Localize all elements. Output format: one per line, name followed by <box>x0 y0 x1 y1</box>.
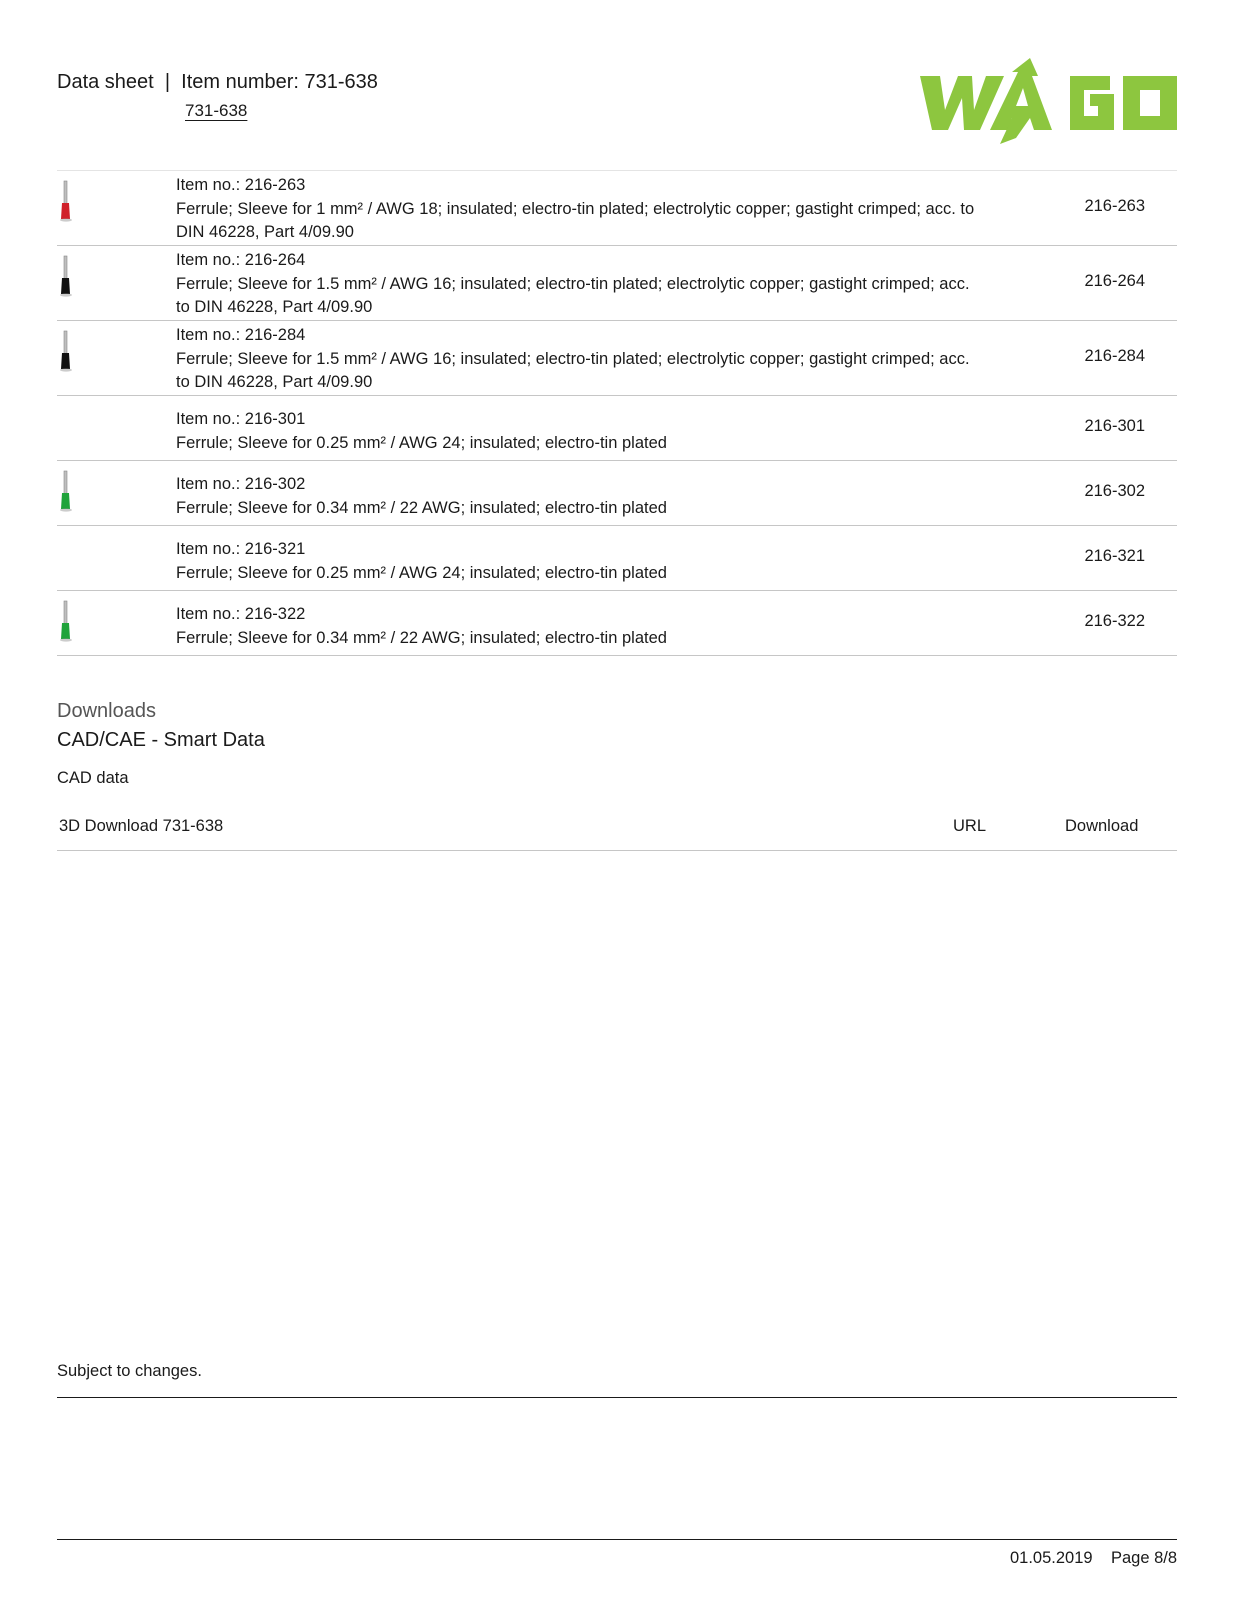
accessory-item-number: Item no.: 216-302 <box>176 475 306 493</box>
accessory-description-block <box>176 249 976 320</box>
cad-cae-subheading: CAD/CAE - Smart Data <box>57 729 265 751</box>
page-title: Data sheet | Item number: 731-638 <box>57 71 378 93</box>
item-number-link[interactable]: 731-638 <box>185 101 248 120</box>
cad-data-label: CAD data <box>57 769 129 787</box>
accessory-code: 216-322 <box>1084 611 1145 630</box>
accessory-code: 216-302 <box>1084 481 1145 500</box>
downloads-heading: Downloads <box>57 700 156 722</box>
accessory-item-number: Item no.: 216-263 <box>176 176 306 194</box>
accessory-code: 216-264 <box>1084 271 1145 290</box>
download-row <box>57 805 1177 851</box>
accessory-description: Ferrule; Sleeve for 0.34 mm² / 22 AWG; insulated; electro-tin plated <box>176 498 667 517</box>
accessory-code: 216-301 <box>1084 416 1145 435</box>
accessory-row <box>57 461 1177 526</box>
accessory-item-number: Item no.: 216-322 <box>176 605 306 623</box>
accessory-description-block <box>176 473 976 520</box>
accessory-row <box>57 591 1177 656</box>
accessory-item-number: Item no.: 216-264 <box>176 251 306 269</box>
wago-logo <box>920 58 1177 146</box>
accessory-code: 216-321 <box>1084 546 1145 565</box>
accessory-code: 216-263 <box>1084 196 1145 215</box>
accessory-item-number: Item no.: 216-301 <box>176 410 306 428</box>
accessory-description: Ferrule; Sleeve for 1.5 mm² / AWG 16; insulated; electro-tin plated; electrolytic copper; gastight crimped; acc. to DIN 46228, Part 4/09.90 <box>176 349 970 391</box>
accessory-code: 216-284 <box>1084 346 1145 365</box>
footer-divider-bottom <box>57 1539 1177 1540</box>
download-item-label: 3D Download 731-638 <box>59 817 224 835</box>
footer-divider <box>57 1397 1177 1398</box>
ferrule-image <box>57 254 87 304</box>
accessory-item-number: Item no.: 216-284 <box>176 326 306 344</box>
accessory-description: Ferrule; Sleeve for 0.25 mm² / AWG 24; insulated; electro-tin plated <box>176 433 667 452</box>
accessory-description-block <box>176 174 976 245</box>
ferrule-image <box>57 179 87 229</box>
accessory-description: Ferrule; Sleeve for 0.34 mm² / 22 AWG; insulated; electro-tin plated <box>176 628 667 647</box>
accessory-row <box>57 396 1177 461</box>
accessory-description: Ferrule; Sleeve for 1 mm² / AWG 18; insulated; electro-tin plated; electrolytic copper; gastight crimped; acc. to DIN 46228, Part 4/09.90 <box>176 199 975 241</box>
accessory-description-block <box>176 324 976 395</box>
accessory-item-number: Item no.: 216-321 <box>176 540 306 558</box>
accessory-description: Ferrule; Sleeve for 0.25 mm² / AWG 24; insulated; electro-tin plated <box>176 563 667 582</box>
subject-to-changes-note: Subject to changes. <box>57 1362 202 1380</box>
page-number: Page 8/8 <box>1111 1549 1178 1567</box>
accessory-description: Ferrule; Sleeve for 1.5 mm² / AWG 16; insulated; electro-tin plated; electrolytic copper; gastight crimped; acc. to DIN 46228, Part 4/09.90 <box>176 274 970 316</box>
accessory-description-block <box>176 603 976 650</box>
accessory-description-block <box>176 408 976 455</box>
accessory-description-block <box>176 538 976 585</box>
accessory-row <box>57 246 1177 321</box>
ferrule-image <box>57 469 87 519</box>
accessory-table <box>57 170 1177 656</box>
print-date: 01.05.2019 <box>1010 1549 1093 1567</box>
ferrule-image <box>57 599 87 649</box>
download-link[interactable]: Download <box>1065 817 1139 835</box>
download-type: URL <box>953 817 987 835</box>
accessory-row <box>57 321 1177 396</box>
accessory-row <box>57 526 1177 591</box>
ferrule-image <box>57 329 87 379</box>
accessory-row <box>57 171 1177 246</box>
